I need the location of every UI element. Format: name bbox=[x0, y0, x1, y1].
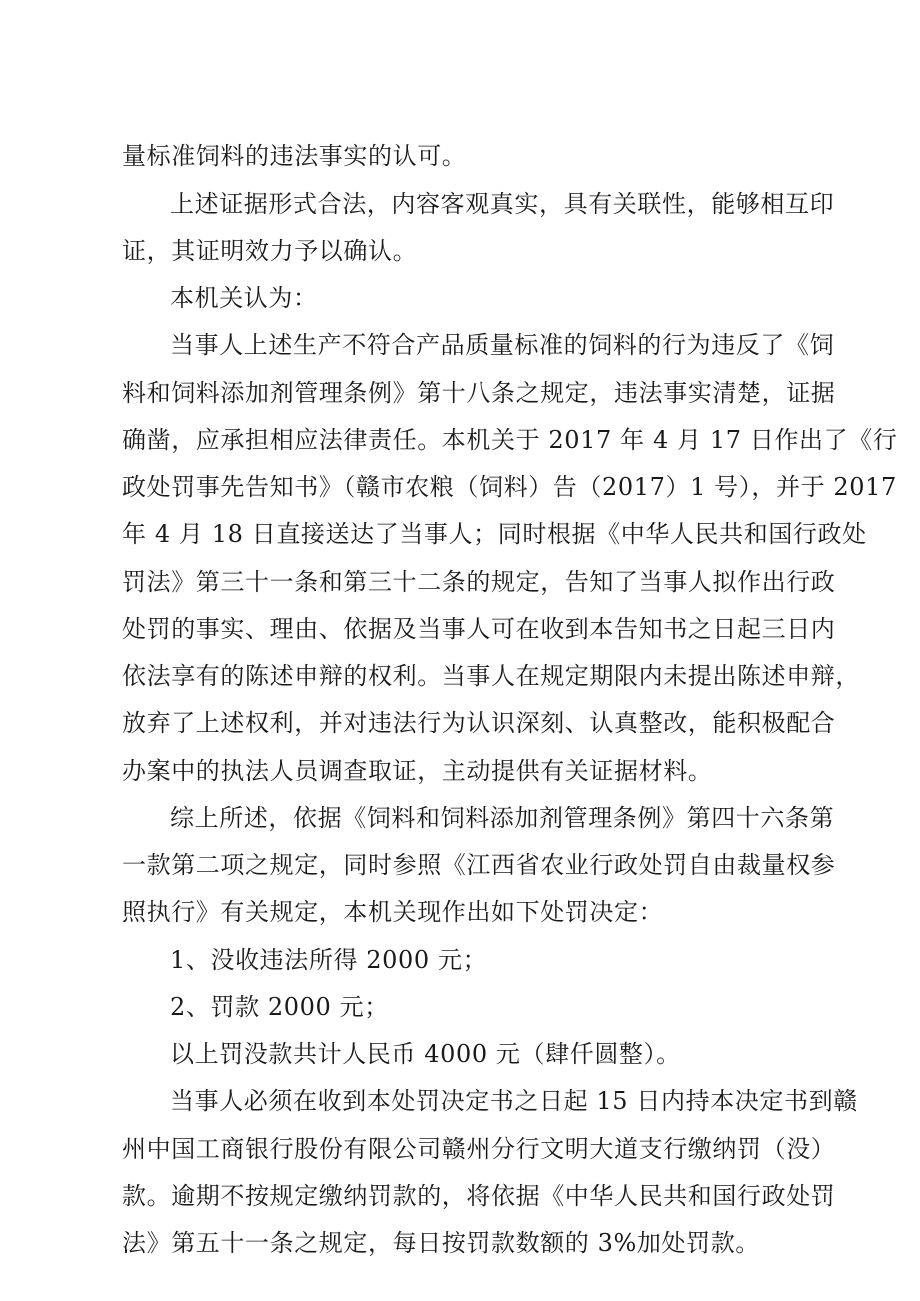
text-line: 上述证据形式合法，内容客观真实，具有关联性，能够相互印 bbox=[170, 190, 835, 218]
text-line: 2、罚款 2000 元； bbox=[170, 993, 389, 1021]
text-line: 罚法》第三十一条和第三十二条的规定，告知了当事人拟作出行政 bbox=[122, 568, 836, 596]
text-line: 1、没收违法所得 2000 元； bbox=[170, 946, 488, 974]
text-line: 当事人上述生产不符合产品质量标准的饲料的行为违反了《饲 bbox=[170, 331, 835, 359]
text-line: 州中国工商银行股份有限公司赣州分行文明大道支行缴纳罚（没） bbox=[122, 1135, 836, 1163]
text-line: 处罚的事实、理由、依据及当事人可在收到本告知书之日起三日内 bbox=[122, 615, 836, 643]
text-line: 料和饲料添加剂管理条例》第十八条之规定，违法事实清楚，证据 bbox=[122, 379, 836, 407]
text-line: 放弃了上述权利，并对违法行为认识深刻、认真整改，能积极配合 bbox=[122, 709, 836, 737]
text-line: 一款第二项之规定，同时参照《江西省农业行政处罚自由裁量权参 bbox=[122, 851, 836, 879]
text-line: 办案中的执法人员调查取证，主动提供有关证据材料。 bbox=[122, 757, 713, 785]
text-line: 款。逾期不按规定缴纳罚款的，将依据《中华人民共和国行政处罚 bbox=[122, 1182, 836, 1210]
text-line: 确凿，应承担相应法律责任。本机关于 2017 年 4 月 17 日作出了《行 bbox=[122, 426, 898, 454]
text-line: 年 4 月 18 日直接送达了当事人；同时根据《中华人民共和国行政处 bbox=[122, 520, 867, 548]
text-line: 当事人必须在收到本处罚决定书之日起 15 日内持本决定书到赣 bbox=[170, 1087, 858, 1115]
text-line: 法》第五十一条之规定，每日按罚款数额的 3%加处罚款。 bbox=[122, 1229, 760, 1257]
text-line: 照执行》有关规定，本机关现作出如下处罚决定： bbox=[122, 898, 664, 926]
text-line: 量标准饲料的违法事实的认可。 bbox=[122, 142, 467, 170]
text-line: 依法享有的陈述申辩的权利。当事人在规定期限内未提出陈述申辩， bbox=[122, 662, 860, 690]
text-line: 政处罚事先告知书》（赣市农粮（饲料）告（2017）1 号），并于 2017 bbox=[122, 473, 897, 501]
text-line: 证，其证明效力予以确认。 bbox=[122, 237, 418, 265]
text-line: 以上罚没款共计人民币 4000 元（肆仟圆整）。 bbox=[170, 1040, 681, 1068]
text-line: 本机关认为： bbox=[170, 284, 318, 312]
text-line: 综上所述，依据《饲料和饲料添加剂管理条例》第四十六条第 bbox=[170, 804, 835, 832]
